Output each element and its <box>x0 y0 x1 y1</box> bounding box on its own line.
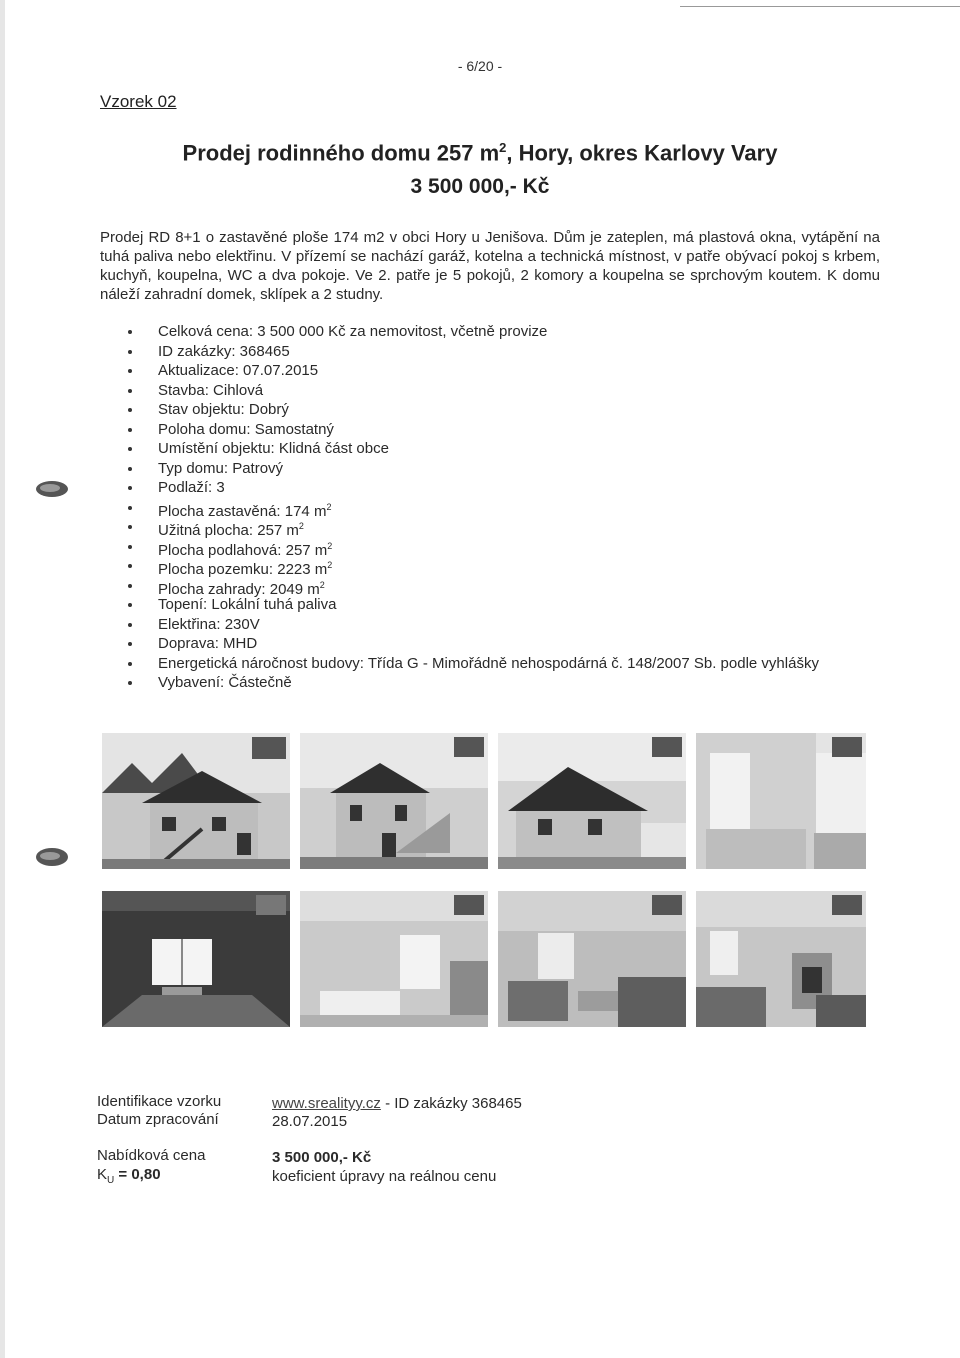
detail-item <box>128 654 819 674</box>
page-number: - 6/20 - <box>457 58 503 74</box>
detail-item <box>128 576 819 596</box>
detail-text: Podlaží: 3 <box>158 479 225 496</box>
detail-text: Vybavení: Částečně <box>158 674 292 691</box>
detail-item <box>128 322 819 342</box>
scan-top-line <box>680 6 960 7</box>
detail-text: Elektřina: 230V <box>158 615 260 633</box>
detail-superscript: 2 <box>327 560 333 570</box>
photo-room-window <box>102 891 290 1027</box>
coefficient-value: = 0,80 <box>114 1166 161 1183</box>
binder-hole-mark-top <box>28 478 72 500</box>
source-link[interactable]: www.srealityy.cz <box>272 1095 381 1112</box>
detail-superscript: 2 <box>327 540 333 551</box>
property-details-list <box>128 322 819 693</box>
detail-text: ID zakázky: 368465 <box>158 342 290 360</box>
detail-item <box>128 517 819 537</box>
coefficient-label <box>97 1166 161 1186</box>
detail-superscript: 2 <box>298 521 304 531</box>
detail-text: Plocha podlahová: 257 m <box>158 541 328 559</box>
detail-superscript: 2 <box>319 579 325 590</box>
photo-bedroom <box>300 891 488 1027</box>
detail-item <box>128 537 819 557</box>
photo-living-room <box>498 891 686 1027</box>
sample-label: Vzorek 02 <box>100 92 177 111</box>
offer-price-label: Nabídková cena <box>97 1147 206 1164</box>
photo-house-exterior-2 <box>300 733 488 869</box>
detail-text: Topení: Lokální tuhá paliva <box>158 596 337 613</box>
listing-description: Prodej RD 8+1 o zastavěné ploše 174 m2 v obci Hory u Jenišova. Dům je zateplen, má plastová okna, vytápění na tuhá paliva nebo elektřinu. V přízemí se nachází garáž, kotelna a technická místnost, v patře obývací pokoj s krbem, kuchyň, koupelna, WC a dva pokoje. Ve 2. patře je 5 pokojů, 2 komory a koupelna se sprchovým koutem. K domu náleží zahradní domek, sklípek a 2 studny. <box>100 229 880 303</box>
detail-item <box>128 420 819 440</box>
processing-date-label: Datum zpracování <box>97 1111 219 1128</box>
detail-item <box>128 361 819 381</box>
detail-text: Doprava: MHD <box>158 635 258 652</box>
detail-text: Typ domu: Patrový <box>158 459 284 477</box>
coefficient-description: koeficient úpravy na reálnou cenu <box>272 1168 497 1185</box>
photo-bathroom <box>696 733 866 869</box>
sample-id-rest: - ID zakázky 368465 <box>380 1095 522 1112</box>
detail-item <box>128 498 819 518</box>
title-rest: , Hory, okres Karlovy Vary <box>506 140 778 166</box>
detail-item <box>128 595 819 615</box>
detail-item <box>128 459 819 479</box>
sample-id-value <box>272 1095 522 1112</box>
photo-house-exterior-3 <box>498 733 686 869</box>
detail-item <box>128 342 819 362</box>
detail-item <box>128 381 819 401</box>
coefficient-symbol: K <box>97 1166 108 1183</box>
title-main: Prodej rodinného domu 257 m <box>182 140 500 166</box>
detail-text: Aktualizace: 07.07.2015 <box>158 362 319 379</box>
detail-text: Plocha zahrady: 2049 m <box>158 580 320 598</box>
sample-id-label: Identifikace vzorku <box>97 1093 222 1110</box>
listing-price: 3 500 000,- Kč <box>410 175 550 198</box>
offer-price-value: 3 500 000,- Kč <box>272 1149 372 1166</box>
detail-text: Stavba: Cihlová <box>158 381 264 399</box>
detail-superscript: 2 <box>326 501 332 512</box>
detail-text: Plocha pozemku: 2223 m <box>158 561 328 578</box>
detail-item <box>128 673 819 693</box>
detail-item <box>128 634 819 654</box>
detail-text: Užitná plocha: 257 m <box>158 522 299 539</box>
binder-hole-mark-bottom <box>28 846 72 868</box>
detail-item <box>128 400 819 420</box>
detail-text: Stav objektu: Dobrý <box>158 401 289 418</box>
coefficient-subscript: U <box>107 1175 115 1186</box>
processing-date-value: 28.07.2015 <box>272 1113 348 1130</box>
detail-text: Energetická náročnost budovy: Třída G - Mimořádně nehospodárná č. 148/2007 Sb. podle vyhlášky <box>158 654 819 672</box>
listing-title <box>0 140 960 166</box>
detail-text: Umístění objektu: Klidná část obce <box>158 440 389 457</box>
detail-item <box>128 478 819 498</box>
detail-item <box>128 556 819 576</box>
detail-text: Plocha zastavěná: 174 m <box>158 502 327 520</box>
detail-item <box>128 615 819 635</box>
title-superscript: 2 <box>499 140 507 155</box>
detail-item <box>128 439 819 459</box>
photo-fireplace-room <box>696 891 866 1027</box>
photo-house-exterior-1 <box>102 733 290 869</box>
detail-text: Celková cena: 3 500 000 Kč za nemovitost, včetně provize <box>158 323 548 340</box>
detail-text: Poloha domu: Samostatný <box>158 420 334 438</box>
scan-edge-shadow <box>0 0 5 1358</box>
